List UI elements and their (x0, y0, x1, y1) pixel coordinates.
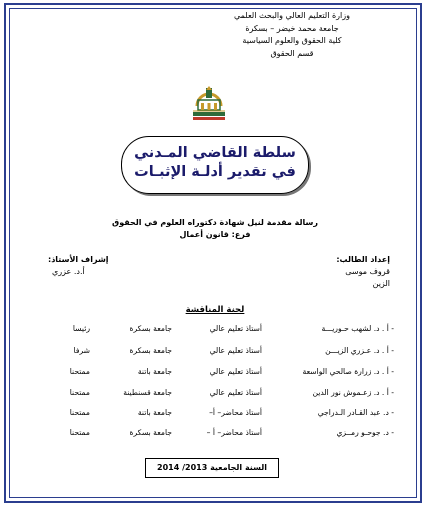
department-line: قسم الحقوق (270, 48, 314, 58)
thesis-title-box (121, 136, 309, 194)
member-name: - د. عبد القـادر الـدراجي (317, 408, 394, 417)
page-border-inner (9, 8, 417, 498)
member-role: ممتحنا (69, 388, 90, 397)
committee-member-row (38, 322, 394, 335)
member-name: - أ . د. لشهب حـوريـــة (321, 324, 394, 333)
member-rank: أستاذ محاضر– أ – (206, 428, 262, 437)
member-rank: أستاذ تعليم عالي (209, 324, 262, 333)
supervisor-label: إشراف الأستاذ: (48, 255, 109, 264)
member-name: - أ . د. زرارة صالحي الواسعة (302, 367, 394, 376)
thesis-title-line-2: في تقدير أدلـة الإثبـات (134, 164, 296, 180)
committee-title: لجنة المناقشة (185, 305, 245, 315)
committee-member-row (38, 426, 394, 439)
member-rank: أستاذ تعليم عالي (209, 388, 262, 397)
student-label: إعداد الطالب: (336, 255, 390, 264)
academic-year-box: السنة الجامعية 2013/ 2014 (145, 458, 279, 478)
member-name: - أ . د. زعـموش نور الدين (312, 388, 394, 397)
committee-member-row (38, 406, 394, 419)
university-emblem-icon (189, 86, 229, 122)
supervisor-name: أ.د. عزري (52, 267, 85, 276)
faculty-line: كلية الحقوق والعلوم السياسية (242, 36, 342, 46)
member-rank: أستاذ تعليم عالي (209, 367, 262, 376)
thesis-subtitle (90, 217, 340, 241)
student-name-line-1: قروف موسى (345, 267, 390, 276)
member-university: جامعة قسنطينة (123, 388, 172, 397)
ministry-line: وزارة التعليم العالي والبحث العلمي (234, 11, 350, 20)
member-role: شرفا (73, 346, 90, 355)
member-university: جامعة باتنة (137, 408, 172, 417)
thesis-title-line-1: سلطة القاضي المـدني (134, 145, 296, 161)
member-role: رئيسا (72, 324, 90, 333)
university-line: جامعة محمد خيضر – بسكرة (245, 23, 339, 33)
committee-member-row (38, 344, 394, 357)
branch-line: فرع: قانون أعمال (179, 230, 251, 239)
member-name: - أ . د. عـزري الزيـــن (325, 346, 394, 355)
committee-member-row (38, 386, 394, 399)
member-rank: أستاذ تعليم عالي (209, 346, 262, 355)
member-rank: أستاذ محاضر– أ– (209, 408, 262, 417)
student-name-line-2: الزين (372, 279, 390, 288)
institution-header (182, 10, 402, 60)
member-university: جامعة بسكرة (129, 428, 172, 437)
member-role: ممتحنا (69, 408, 90, 417)
committee-member-row (38, 365, 394, 378)
member-university: جامعة بسكرة (129, 346, 172, 355)
member-role: ممتحنا (69, 367, 90, 376)
member-role: ممتحنا (69, 428, 90, 437)
member-name: - د. جوحـو رمــزي (336, 428, 394, 437)
member-university: جامعة بسكرة (129, 324, 172, 333)
member-university: جامعة باتنة (137, 367, 172, 376)
degree-line: رسالة مقدمة لنيل شهادة دكتوراه العلوم في الحقوق (112, 218, 318, 227)
